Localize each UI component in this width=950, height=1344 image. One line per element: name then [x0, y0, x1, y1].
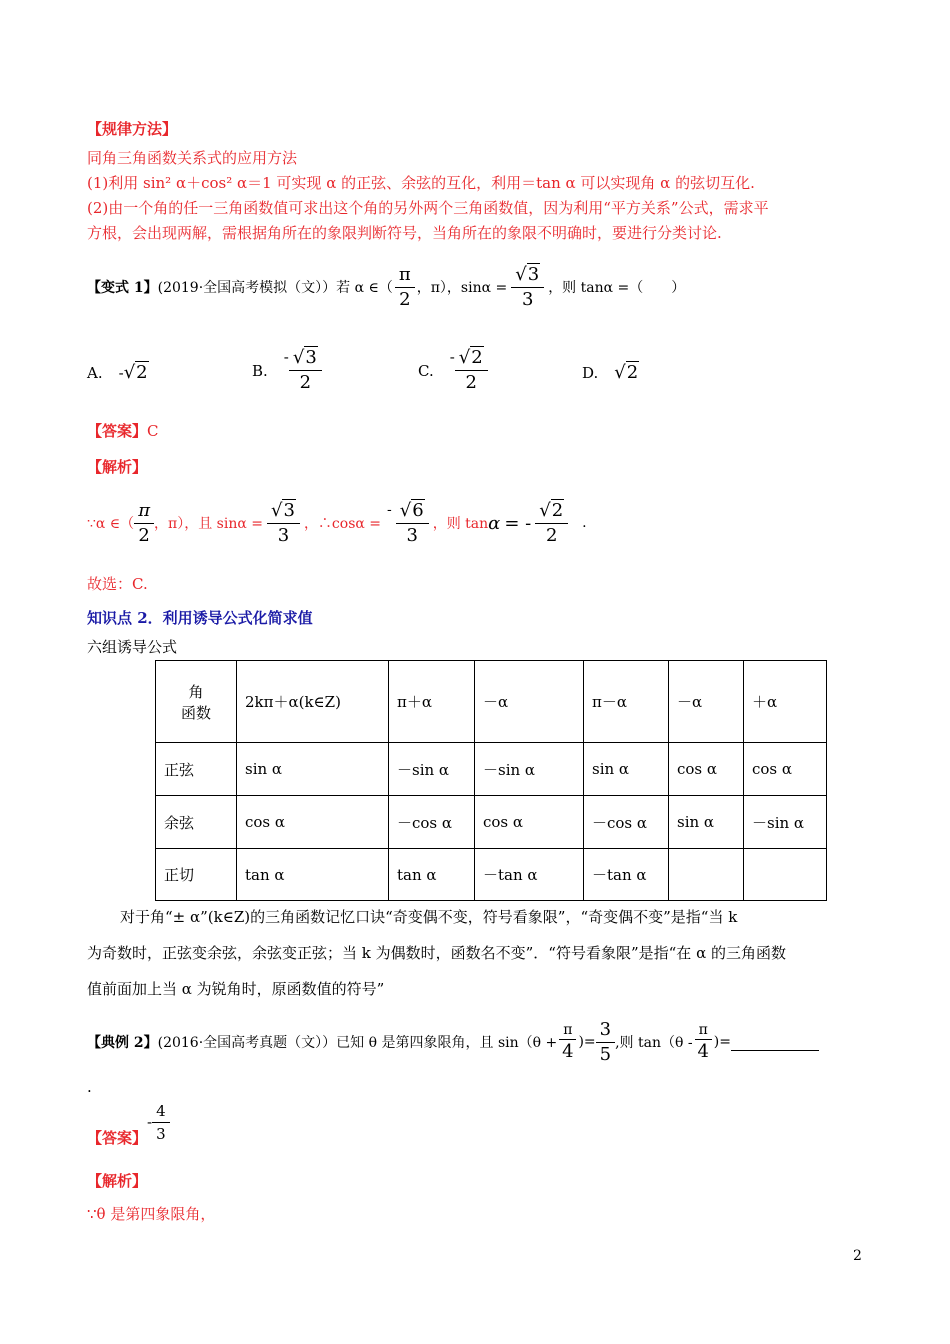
pi-over-2-fraction — [395, 263, 415, 312]
option-value: √2 — [614, 362, 639, 383]
example-text: (2016·全国高考真题（文））已知 θ 是第四象限角，且 sin（θ + — [157, 1035, 558, 1051]
table-cell: －sin α — [389, 743, 475, 796]
table-cell: －tan α — [584, 849, 669, 901]
method-point-2-line-1: (2)由一个角的任一三角函数值可求出这个角的另外两个三角函数值，因为利用“平方关系”公式，需求平 — [87, 199, 769, 217]
row-header: 正切 — [156, 849, 237, 901]
fraction-denominator: 3 — [277, 524, 290, 546]
table-corner-cell — [156, 661, 237, 743]
option-letter: A. — [87, 363, 103, 382]
option-value: √2 — [123, 362, 148, 383]
equals-minus: = - — [504, 512, 532, 534]
cos-value-fraction — [396, 499, 429, 548]
answer-fraction — [152, 1100, 170, 1145]
table-cell: sin α — [237, 743, 389, 796]
fraction-denominator: 5 — [599, 1043, 612, 1065]
knowledge-2-subtitle: 六组诱导公式 — [87, 638, 178, 656]
fraction-numerator: √3 — [289, 346, 322, 371]
example-2-question — [87, 1012, 819, 1072]
answer-1 — [87, 420, 159, 441]
column-header: π－α — [584, 661, 669, 743]
analysis-text: ∵α ∈（ — [87, 516, 135, 532]
option-value — [289, 346, 322, 395]
analysis-text: ，∴cosα = — [303, 516, 382, 532]
fraction-denominator: 2 — [299, 372, 312, 393]
variant-1-question — [87, 252, 685, 322]
sin-value-fraction — [267, 499, 300, 548]
table-cell: cos α — [744, 743, 827, 796]
option-sign: - — [118, 363, 124, 382]
induction-formula-table — [155, 660, 827, 901]
option-sign: - — [449, 348, 455, 366]
table-row — [156, 849, 827, 901]
method-subtitle: 同角三角函数关系式的应用方法 — [87, 149, 298, 167]
analysis-text: ，π），且 sinα = — [154, 516, 263, 532]
table-cell — [744, 849, 827, 901]
alpha-symbol: α — [488, 512, 501, 534]
option-a — [87, 345, 149, 400]
analysis-text: ，则 tan — [432, 516, 489, 532]
table-cell: cos α — [237, 796, 389, 849]
knowledge-2-heading: 知识点 2．利用诱导公式化简求值 — [87, 609, 313, 627]
tan-value-fraction — [535, 499, 568, 548]
fraction-denominator: 2 — [465, 372, 477, 393]
sin-value-fraction — [511, 263, 544, 312]
row-header: 余弦 — [156, 796, 237, 849]
table-cell: tan α — [237, 849, 389, 901]
fraction-denominator: 4 — [697, 1040, 709, 1062]
table-cell: －cos α — [389, 796, 475, 849]
answer-value: C — [147, 422, 159, 440]
table-cell: sin α — [584, 743, 669, 796]
example-text: )= — [578, 1034, 596, 1050]
pi-over-4-fraction — [695, 1021, 712, 1064]
period: . — [582, 515, 587, 531]
three-fifths-fraction — [596, 1018, 615, 1067]
fraction-denominator: 2 — [399, 288, 411, 310]
fraction-denominator: 4 — [562, 1040, 574, 1062]
table-cell: －sin α — [475, 743, 584, 796]
variant-interval-end: ，π），sinα = — [416, 280, 508, 296]
fraction-numerator: π — [395, 263, 415, 288]
fraction-numerator: π — [134, 499, 154, 524]
option-letter: B. — [252, 361, 268, 380]
table-cell — [669, 849, 744, 901]
table-cell: tan α — [389, 849, 475, 901]
conclusion-1: 故选：C. — [87, 575, 148, 593]
option-c — [418, 338, 488, 403]
fraction-numerator: π — [695, 1021, 712, 1040]
table-cell: sin α — [669, 796, 744, 849]
option-value — [455, 346, 488, 395]
minus-sign: - — [147, 1113, 153, 1131]
analysis-1-line — [87, 488, 587, 558]
example-label: 【典例 2】 — [87, 1035, 158, 1051]
fraction-numerator: √2 — [455, 346, 488, 371]
variant-source: (2019·全国高考模拟（文））若 α ∈（ — [157, 280, 393, 296]
variant-tail: ，则 tanα =（ ） — [548, 280, 686, 296]
fraction-numerator: √6 — [396, 499, 429, 524]
table-cell: －tan α — [475, 849, 584, 901]
option-letter: D. — [582, 363, 599, 382]
fraction-numerator: √3 — [267, 499, 300, 524]
answer-label: 【答案】 — [87, 1129, 148, 1147]
column-header: π＋α — [389, 661, 475, 743]
analysis-2-text: ∵θ 是第四象限角， — [87, 1205, 216, 1223]
table-row — [156, 796, 827, 849]
header-angle: 角 — [188, 682, 204, 701]
answer-2 — [87, 1100, 170, 1160]
analysis-2-label: 【解析】 — [87, 1172, 148, 1190]
table-row — [156, 743, 827, 796]
fraction-denominator: 2 — [545, 524, 558, 546]
table-cell: cos α — [669, 743, 744, 796]
method-point-1: (1)利用 sin² α＋cos² α＝1 可实现 α 的正弦、余弦的互化，利用＝tan α 可以实现角 α 的弦切互化. — [87, 174, 755, 192]
mnemonic-line-3: 值前面加上当 α 为锐角时，原函数值的符号” — [87, 980, 385, 998]
analysis-1-label: 【解析】 — [87, 458, 148, 476]
example-text: )= — [713, 1034, 731, 1050]
answer-label: 【答案】 — [87, 422, 148, 440]
option-sign: - — [283, 348, 289, 366]
mnemonic-line-2: 为奇数时，正弦变余弦，余弦变正弦；当 k 为偶数时，函数名不变”．“符号看象限”是指“在 α 的三角函数 — [87, 944, 786, 962]
fraction-numerator: 3 — [596, 1018, 615, 1043]
pi-over-2-fraction — [134, 499, 154, 548]
answer-blank — [731, 1034, 819, 1051]
mnemonic-line-1: 对于角“± α”(k∈Z)的三角函数记忆口诀“奇变偶不变，符号看象限”，“奇变偶不变”是指“当 k — [120, 908, 738, 926]
fraction-denominator: 2 — [138, 524, 150, 546]
row-header: 正弦 — [156, 743, 237, 796]
pi-over-4-fraction — [559, 1021, 576, 1064]
page-number: 2 — [853, 1248, 862, 1264]
example-2-period: . — [87, 1078, 92, 1096]
method-heading: 【规律方法】 — [87, 120, 178, 138]
example-text: ,则 tan（θ - — [615, 1035, 693, 1051]
variant-label: 【变式 1】 — [87, 280, 158, 296]
fraction-denominator: 3 — [521, 288, 534, 310]
column-header: －α — [475, 661, 584, 743]
fraction-denominator: 3 — [156, 1125, 166, 1143]
method-point-2-line-2: 方根，会出现两解，需根据角所在的象限判断符号，当角所在的象限不明确时，要进行分类讨论. — [87, 224, 722, 242]
fraction-numerator: 4 — [152, 1100, 170, 1123]
option-b — [252, 338, 322, 403]
table-cell: －sin α — [744, 796, 827, 849]
table-header-row — [156, 661, 827, 743]
minus-sign: - — [387, 502, 392, 518]
fraction-numerator: √3 — [511, 263, 544, 288]
header-function: 函数 — [180, 703, 211, 722]
fraction-numerator: √2 — [535, 499, 568, 524]
column-header: －α — [669, 661, 744, 743]
fraction-denominator: 3 — [406, 524, 418, 546]
option-letter: C. — [418, 361, 434, 380]
column-header: ＋α — [744, 661, 827, 743]
table-cell: －cos α — [584, 796, 669, 849]
option-d — [582, 345, 639, 400]
fraction-numerator: π — [559, 1021, 576, 1040]
table-cell: cos α — [475, 796, 584, 849]
column-header: 2kπ＋α(k∈Z) — [237, 661, 389, 743]
